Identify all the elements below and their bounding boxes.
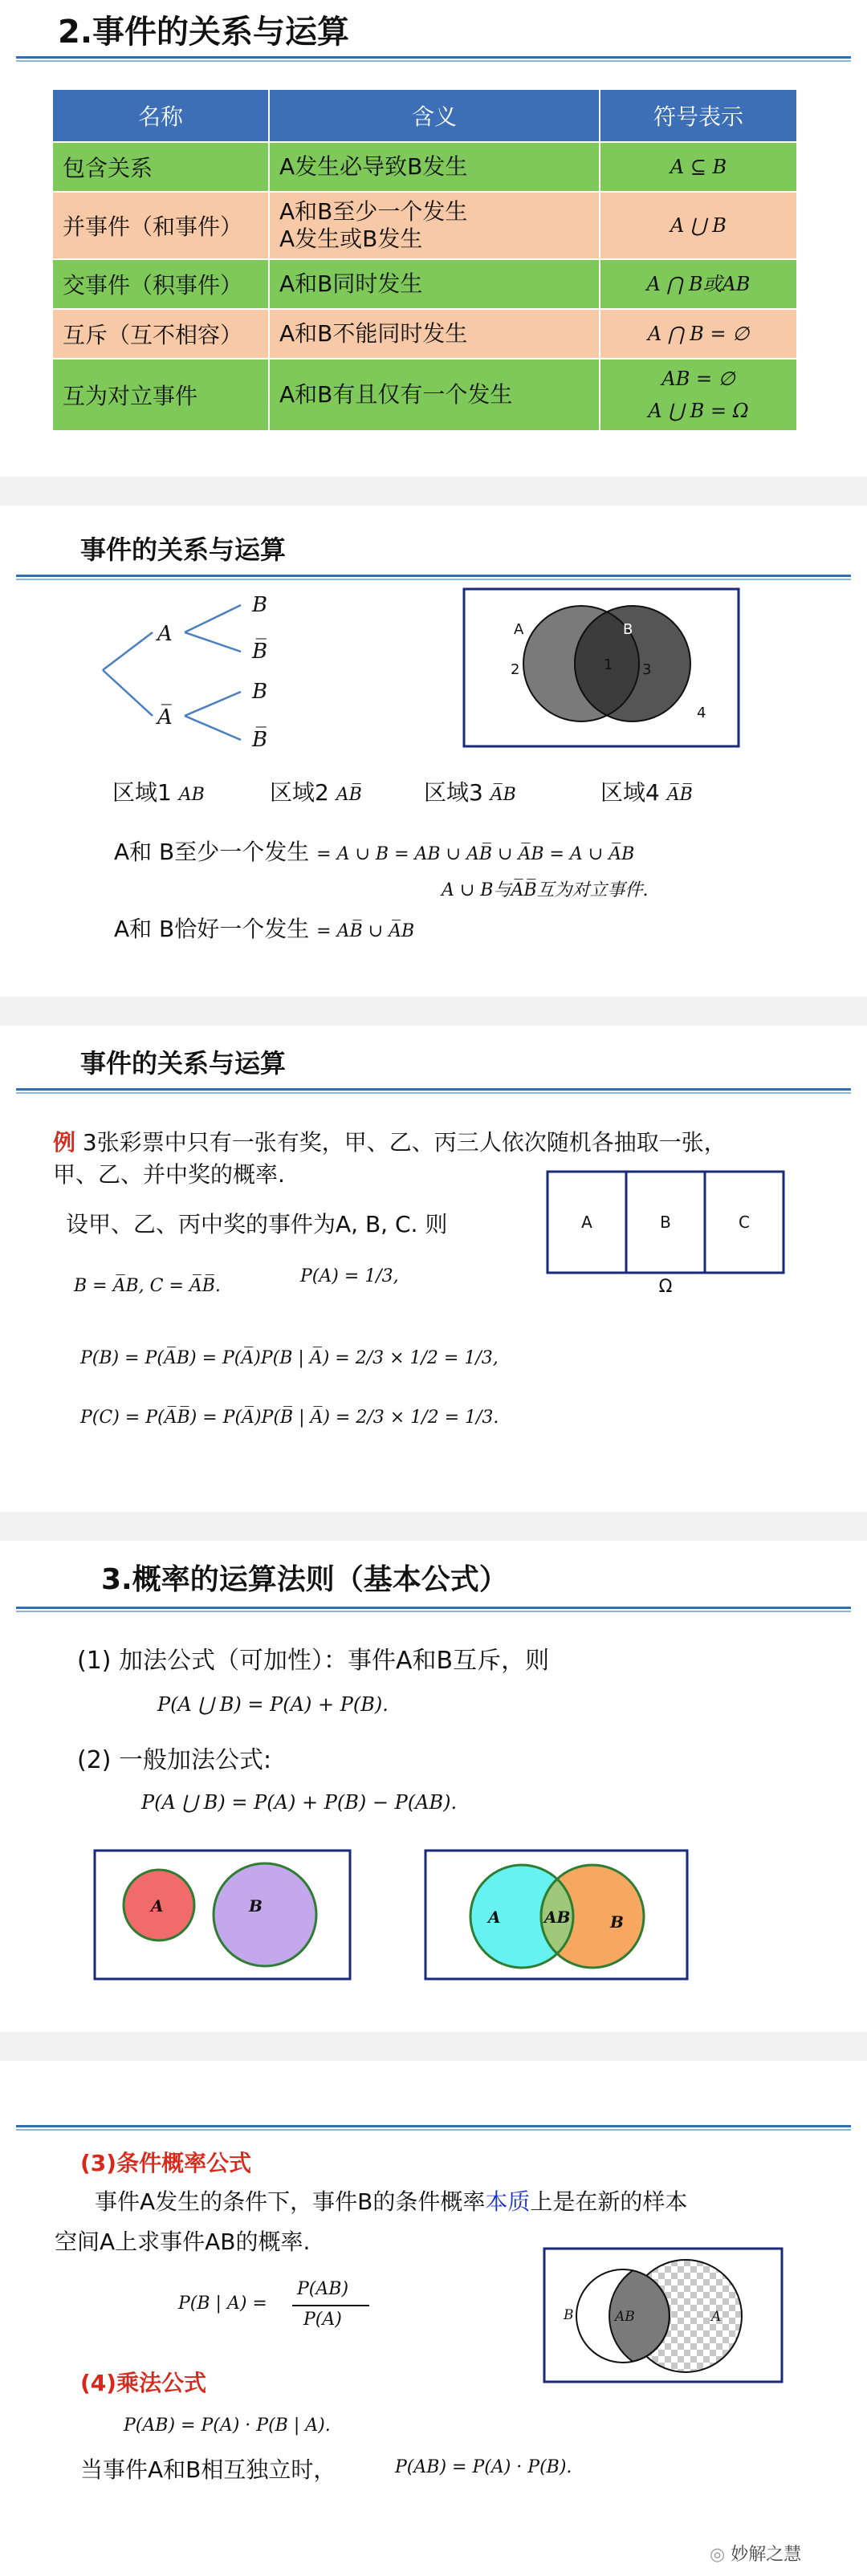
row-name: 互为对立事件 [52,359,269,431]
prob-b: P(B) = P(A̅B) = P(A̅)P(B | A̅) = 2/3 × 1/2 = 1/3, [80,1348,499,1368]
row-meaning: A和B同时发生 [269,259,600,309]
venn-ab-label: AB [544,1908,571,1927]
row-meaning: A和B有且仅有一个发生 [269,359,600,431]
venn-region-4: 4 [697,705,706,721]
box-c: C [739,1213,750,1232]
title-rule [16,56,851,63]
multiplication-title: (4)乘法公式 [80,2370,207,2396]
venn-label-a: A [514,621,524,638]
venn-label-b: B [623,621,633,638]
conditional-formula-numerator: P(AB) [297,2279,349,2299]
general-addition-rule: (2) 一般加法公式: [77,1746,272,1774]
event-tree-diagram [96,586,305,754]
complement-line: A ∪ B与A̅B̅互为对立事件. [442,880,649,900]
row-name: 包含关系 [52,142,269,192]
table-row [52,192,797,259]
independence-formula: P(AB) = P(A) · P(B). [395,2457,572,2477]
conditional-probability-card [0,2061,867,2576]
box-a: A [581,1213,592,1232]
sample-space-boxes [546,1170,787,1298]
union-line: A和 B至少一个发生 = A ∪ B = AB ∪ AB̅ ∪ A̅B = A ∪ A̅B [114,839,635,865]
row-symbol: A ⋃ B [600,192,797,259]
row-symbol: A ⋂ B = ∅ [600,309,797,359]
venn-a-label: A [151,1896,164,1916]
table-row [52,309,797,359]
conditional-text-2: 空间A上求事件AB的概率. [55,2229,311,2255]
conditional-text: 事件A发生的条件下，事件B的条件概率本质上是在新的样本 [95,2188,688,2215]
omega-label: Ω [658,1277,673,1297]
addition-formula: P(A ⋃ B) = P(A) + P(B). [157,1693,389,1716]
row-symbol: AB = ∅ A ⋃ B = Ω [600,359,797,431]
relations-venn-card [0,506,867,997]
row-name: 并事件（和事件） [52,192,269,259]
title-rule [16,575,851,581]
conditional-title: (3)条件概率公式 [80,2150,252,2176]
venn-region-1: 1 [604,656,613,673]
tree-leaf-1: B [252,593,268,617]
tree-leaf-4: B̅ [252,728,268,752]
watermark: ◎ 妙解之慧 [710,2545,802,2565]
general-addition-formula: P(A ⋃ B) = P(A) + P(B) − P(AB). [141,1791,458,1814]
multiplication-formula: P(AB) = P(A) · P(B | A). [124,2416,331,2436]
tree-node-a: A [157,622,173,646]
section-title: 事件的关系与运算 [80,534,287,565]
region-3-label: 区域3 A̅B [424,779,516,806]
tree-node-abar: A̅ [157,705,173,729]
venn-b-label: B [249,1896,263,1916]
fraction-bar [292,2305,369,2306]
regions-venn-diagram [462,587,740,748]
title-rule [16,1607,851,1613]
region-2-label: 区域2 AB̅ [270,779,362,806]
venn-b-label: B [610,1912,624,1932]
title-rule [16,2125,851,2131]
table-row [52,359,797,431]
venn-region-3: 3 [642,661,652,678]
relations-table [51,88,798,432]
venn-region-2: 2 [511,661,520,678]
venn-ab-label: AB [615,2309,635,2325]
conditional-venn-diagram [543,2247,784,2383]
disjoint-venn-diagram [93,1849,352,1982]
conditional-formula-denominator: P(A) [303,2310,342,2330]
row-name: 交事件（积事件） [52,259,269,309]
example-statement: 例 3张彩票中只有一张有奖，甲、乙、丙三人依次随机各抽取一张， [53,1129,727,1156]
section-title: 2.事件的关系与运算 [58,14,350,51]
lottery-example-card [0,1026,867,1512]
relations-table-card [0,0,867,477]
probability-rules-card [0,1541,867,2032]
venn-a-label: A [488,1908,501,1927]
header-name: 名称 [52,89,269,142]
example-statement-2: 甲、乙、并中奖的概率. [53,1161,285,1188]
event-equations: B = A̅B, C = A̅B̅. [74,1276,221,1296]
venn-a-label: A [711,2309,722,2325]
conditional-formula-lhs: P(B | A) = [178,2294,267,2314]
independence-text: 当事件A和B相互独立时， [80,2456,336,2483]
row-name: 互斥（互不相容） [52,309,269,359]
table-row [52,259,797,309]
region-1-label: 区域1 AB [112,779,205,806]
overlap-venn-diagram [424,1849,689,1982]
table-row [52,142,797,192]
row-symbol: A ⊆ B [600,142,797,192]
box-b: B [660,1213,671,1232]
example-setup: 设甲、乙、丙中奖的事件为A, B, C. 则 [66,1211,448,1237]
title-rule [16,1088,851,1095]
prob-a: P(A) = 1/3, [300,1266,399,1286]
header-symbol: 符号表示 [600,89,797,142]
tree-leaf-3: B [252,680,268,704]
row-symbol: A ⋂ B或AB [600,259,797,309]
header-meaning: 含义 [269,89,600,142]
region-4-label: 区域4 A̅B̅ [600,779,693,806]
wechat-icon: ◎ [710,2545,726,2565]
exactly-one-line: A和 B恰好一个发生 = AB̅ ∪ A̅B [114,916,415,942]
section-title: 事件的关系与运算 [80,1048,287,1079]
row-meaning: A和B至少一个发生 A发生或B发生 [269,192,600,259]
row-meaning: A发生必导致B发生 [269,142,600,192]
section-title: 3.概率的运算法则（基本公式） [101,1563,508,1596]
prob-c: P(C) = P(A̅B̅) = P(A̅)P(B̅ | A̅) = 2/3 × 1/2 = 1/3. [80,1408,499,1428]
addition-rule: (1) 加法公式（可加性）：事件A和B互斥，则 [77,1647,550,1675]
row-meaning: A和B不能同时发生 [269,309,600,359]
venn-b-label: B [564,2307,574,2323]
tree-leaf-2: B̅ [252,640,268,664]
